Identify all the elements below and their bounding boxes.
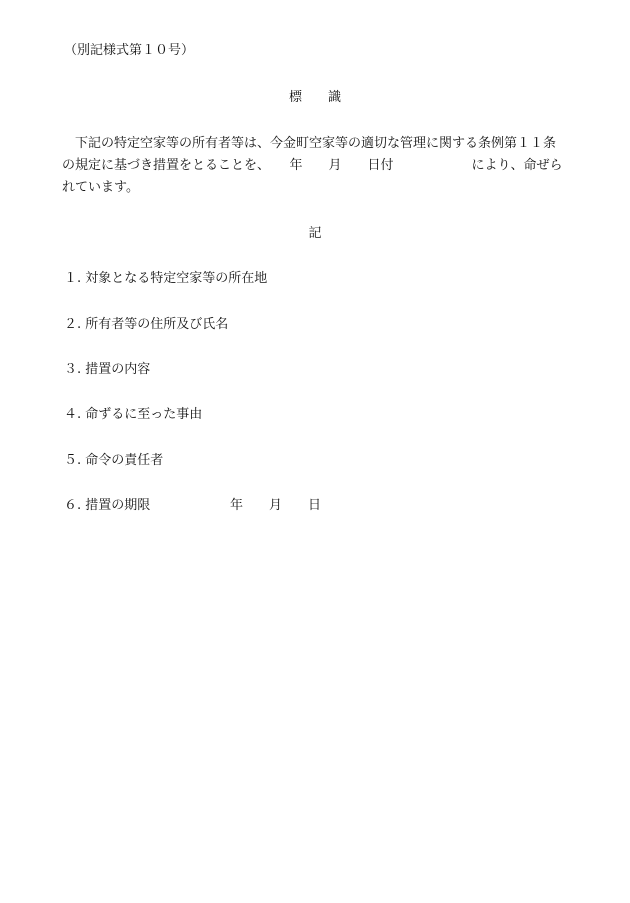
document-title: 標 識	[288, 90, 341, 105]
item-location: １. 対象となる特定空家等の所在地	[64, 271, 268, 286]
paragraph-line: の規定に基づき措置をとることを、 年 月 日付 により、命ぜら	[62, 158, 563, 173]
item-measure-content: ３. 措置の内容	[64, 362, 151, 377]
form-number: （別記様式第１０号）	[64, 43, 195, 58]
paragraph-line: 下記の特定空家等の所有者等は、今金町空家等の適切な管理に関する条例第１１条	[62, 136, 557, 151]
item-owner-address-name: ２. 所有者等の住所及び氏名	[64, 317, 229, 332]
body-paragraph	[62, 133, 572, 199]
deadline-date: 年 月 日	[230, 498, 322, 513]
item-deadline: ６. 措置の期限	[64, 498, 151, 513]
item-reason: ４. 命ずるに至った事由	[64, 407, 203, 422]
item-responsible-person: ５. 命令の責任者	[64, 453, 164, 468]
paragraph-line: れています。	[62, 180, 139, 195]
ki-heading: 記	[308, 226, 322, 241]
